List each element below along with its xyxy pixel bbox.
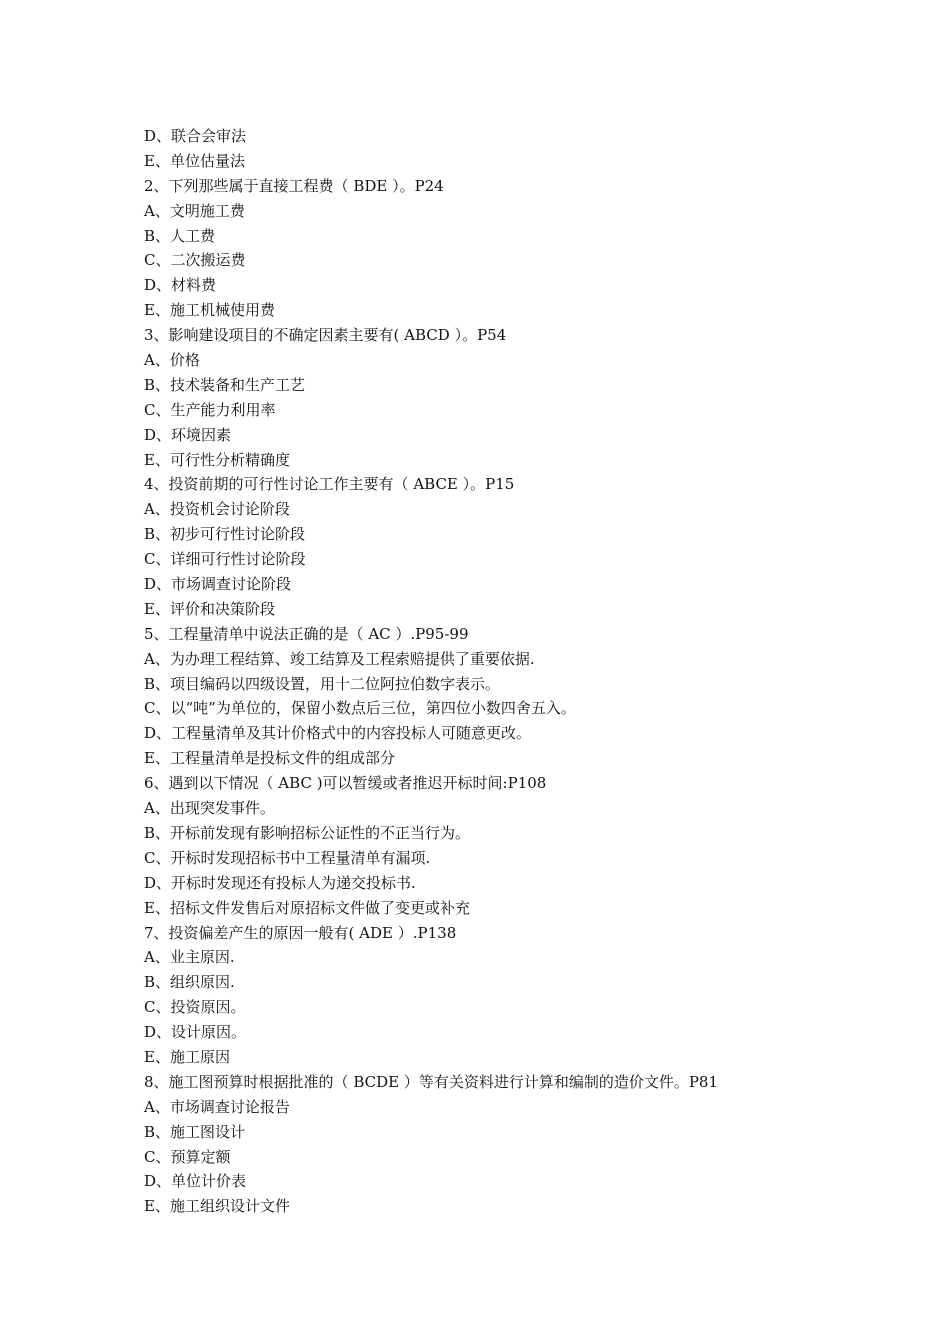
question-line: 7、投资偏差产生的原因一般有( ADE ）.P138 [144,923,457,942]
option-line: E、可行性分析精确度 [144,450,290,469]
option-line: C、投资原因。 [144,998,246,1017]
option-line: E、招标文件发售后对原招标文件做了变更或补充 [144,898,470,917]
option-line: E、施工组织设计文件 [144,1197,290,1216]
text-line: D、联合会审法 [144,127,247,145]
option-line: D、设计原因。 [144,1023,247,1042]
question-line: 2、下列那些属于直接工程费（ BDE ）。P24 [144,176,444,195]
option-line: A、出现突发事件。 [144,799,275,818]
option-line: C、预算定额 [144,1147,231,1166]
option-line: B、开标前发现有影响招标公证性的不正当行为。 [144,823,471,842]
text-line: E、单位估量法 [144,151,245,170]
option-line: B、项目编码以四级设置，用十二位阿拉伯数字表示。 [144,674,501,693]
option-line: B、技术装备和生产工艺 [144,375,306,394]
question-line: 5、工程量清单中说法正确的是（ AC ）.P95-99 [144,624,469,643]
option-line: B、人工费 [144,226,216,245]
option-line: A、业主原因. [144,948,235,967]
question-line: 4、投资前期的可行性讨论工作主要有（ ABCE ）。P15 [144,475,515,494]
option-line: A、投资机会讨论阶段 [144,500,290,519]
option-line: D、市场调查讨论阶段 [144,575,292,594]
option-line: D、工程量清单及其计价格式中的内容投标人可随意更改。 [144,724,532,743]
option-line: C、以“吨”为单位的，保留小数点后三位，第四位小数四舍五入。 [144,699,576,718]
option-line: A、文明施工费 [144,201,245,220]
option-line: B、初步可行性讨论阶段 [144,525,306,544]
option-line: D、单位计价表 [144,1172,247,1191]
document-body [144,124,904,1219]
option-line: C、二次搬运费 [144,251,246,270]
option-line: C、详细可行性讨论阶段 [144,550,306,569]
option-line: E、工程量清单是投标文件的组成部分 [144,749,395,768]
option-line: D、材料费 [144,276,217,295]
option-line: E、施工机械使用费 [144,301,275,320]
option-line: C、开标时发现招标书中工程量清单有漏项. [144,848,431,867]
option-line: A、市场调查讨论报告 [144,1097,290,1116]
option-line: B、组织原因. [144,973,235,992]
option-line: E、评价和决策阶段 [144,599,275,618]
option-line: D、开标时发现还有投标人为递交投标书. [144,873,416,892]
option-line: C、生产能力利用率 [144,400,276,419]
question-line: 8、施工图预算时根据批准的（ BCDE ）等有关资料进行计算和编制的造价文件。P81 [144,1072,719,1091]
question-line: 6、遇到以下情况（ ABC )可以暂缓或者推迟开标时间:P108 [144,774,547,793]
option-line: B、施工图设计 [144,1122,246,1141]
option-line: A、价格 [144,351,200,370]
option-line: D、环境因素 [144,425,232,444]
option-line: E、施工原因 [144,1047,230,1066]
option-line: A、为办理工程结算、竣工结算及工程索赔提供了重要依据. [144,649,535,668]
question-line: 3、影响建设项目的不确定因素主要有( ABCD ）。P54 [144,326,507,345]
